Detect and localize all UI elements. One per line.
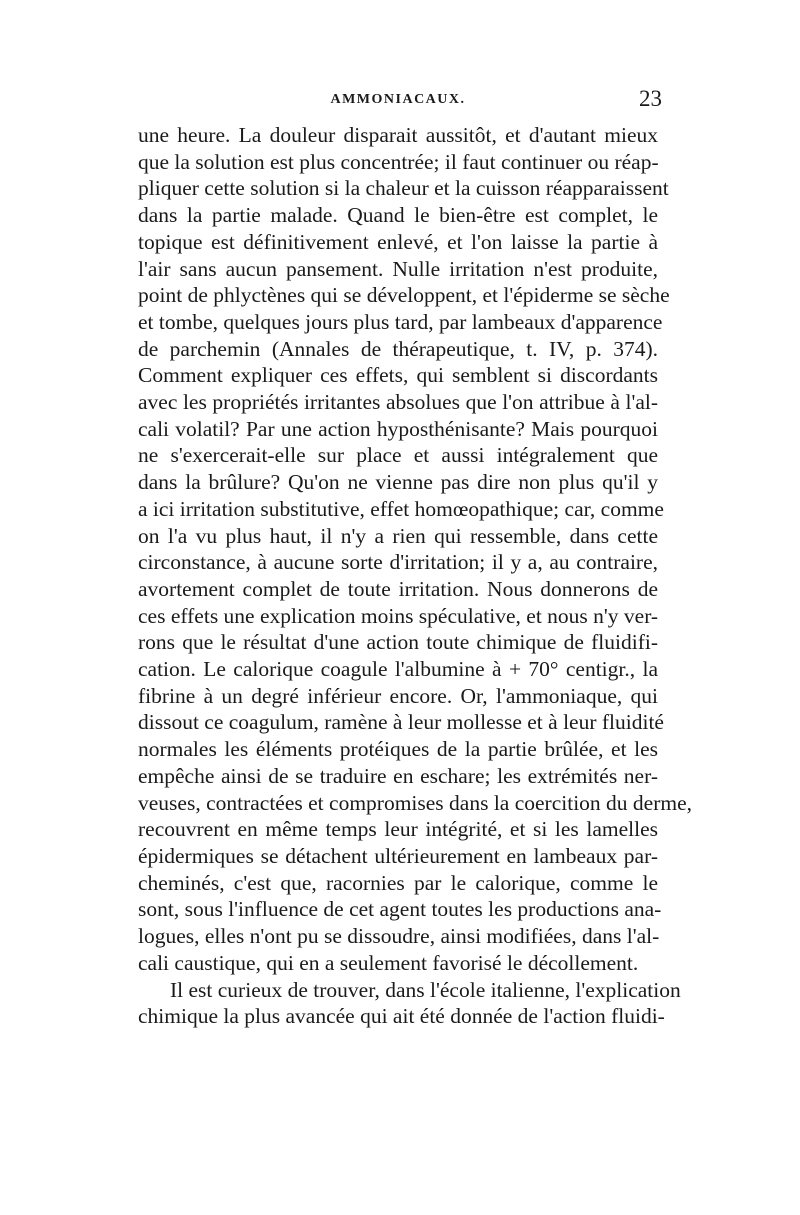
text-line: et tombe, quelques jours plus tard, par lambeaux d'apparence xyxy=(138,309,663,334)
text-line: l'air sans aucun pansement. Nulle irritation n'est produite, xyxy=(138,256,658,281)
text-line: recouvrent en même temps leur intégrité, et si les lamelles xyxy=(138,817,658,842)
text-line: a ici irritation substitutive, effet homœopathique; car, comme xyxy=(138,496,664,521)
text-line: avortement complet de toute irritation. Nous donnerons de xyxy=(138,576,658,601)
text-line: cali caustique, qui en a seulement favorisé le décollement. xyxy=(138,950,639,975)
text-line: pliquer cette solution si la chaleur et la cuisson réapparaissent xyxy=(138,176,669,201)
text-line: normales les éléments protéiques de la partie brûlée, et les xyxy=(138,737,658,762)
body-text xyxy=(138,122,693,1030)
text-line: Il est curieux de trouver, dans l'école italienne, l'explication xyxy=(170,977,681,1002)
text-line: dissout ce coagulum, ramène à leur mollesse et à leur fluidité xyxy=(138,710,664,735)
text-line: épidermiques se détachent ultérieurement en lambeaux par- xyxy=(138,843,658,868)
text-line: topique est définitivement enlevé, et l'on laisse la partie à xyxy=(138,229,658,254)
text-line: point de phlyctènes qui se développent, et l'épiderme se sèche xyxy=(138,283,670,308)
text-line: cation. Le calorique coagule l'albumine à + 70° centigr., la xyxy=(138,657,658,682)
text-line: veuses, contractées et compromises dans la coercition du derme, xyxy=(138,790,693,815)
text-line: de parchemin (Annales de thérapeutique, t. IV, p. 374). xyxy=(138,336,658,361)
book-page xyxy=(138,86,693,1030)
text-line: une heure. La douleur disparait aussitôt, et d'autant mieux xyxy=(138,123,658,147)
text-line: dans la partie malade. Quand le bien-être est complet, le xyxy=(138,203,658,228)
text-line: logues, elles n'ont pu se dissoudre, ainsi modifiées, dans l'al- xyxy=(138,924,660,949)
text-line: circonstance, à aucune sorte d'irritation; il y a, au contraire, xyxy=(138,550,658,575)
text-line: que la solution est plus concentrée; il faut continuer ou réap- xyxy=(138,149,659,174)
text-line: ces effets une explication moins spéculative, et nous n'y ver- xyxy=(138,603,659,628)
text-line: avec les propriétés irritantes absolues que l'on attribue à l'al- xyxy=(138,390,658,415)
text-line: Comment expliquer ces effets, qui semblent si discordants xyxy=(138,363,658,388)
running-title: AMMONIACAUX. xyxy=(330,92,466,107)
text-line: rons que le résultat d'une action toute chimique de fluidifi- xyxy=(138,630,658,655)
text-line: dans la brûlure? Qu'on ne vienne pas dire non plus qu'il y xyxy=(138,470,658,495)
text-line: sont, sous l'influence de cet agent toutes les productions ana- xyxy=(138,897,662,922)
text-line: cheminés, c'est que, racornies par le calorique, comme le xyxy=(138,870,658,895)
text-line: ne s'exercerait-elle sur place et aussi intégralement que xyxy=(138,443,658,468)
text-line: fibrine à un degré inférieur encore. Or, l'ammoniaque, qui xyxy=(138,683,658,708)
text-line: cali volatil? Par une action hyposthénisante? Mais pourquoi xyxy=(138,416,658,441)
text-line: chimique la plus avancée qui ait été donnée de l'action fluidi- xyxy=(138,1004,665,1029)
page-number: 23 xyxy=(639,86,662,111)
running-head xyxy=(138,86,662,122)
text-line: on l'a vu plus haut, il n'y a rien qui ressemble, dans cette xyxy=(138,523,658,548)
text-line: empêche ainsi de se traduire en eschare; les extrémités ner- xyxy=(138,763,658,788)
